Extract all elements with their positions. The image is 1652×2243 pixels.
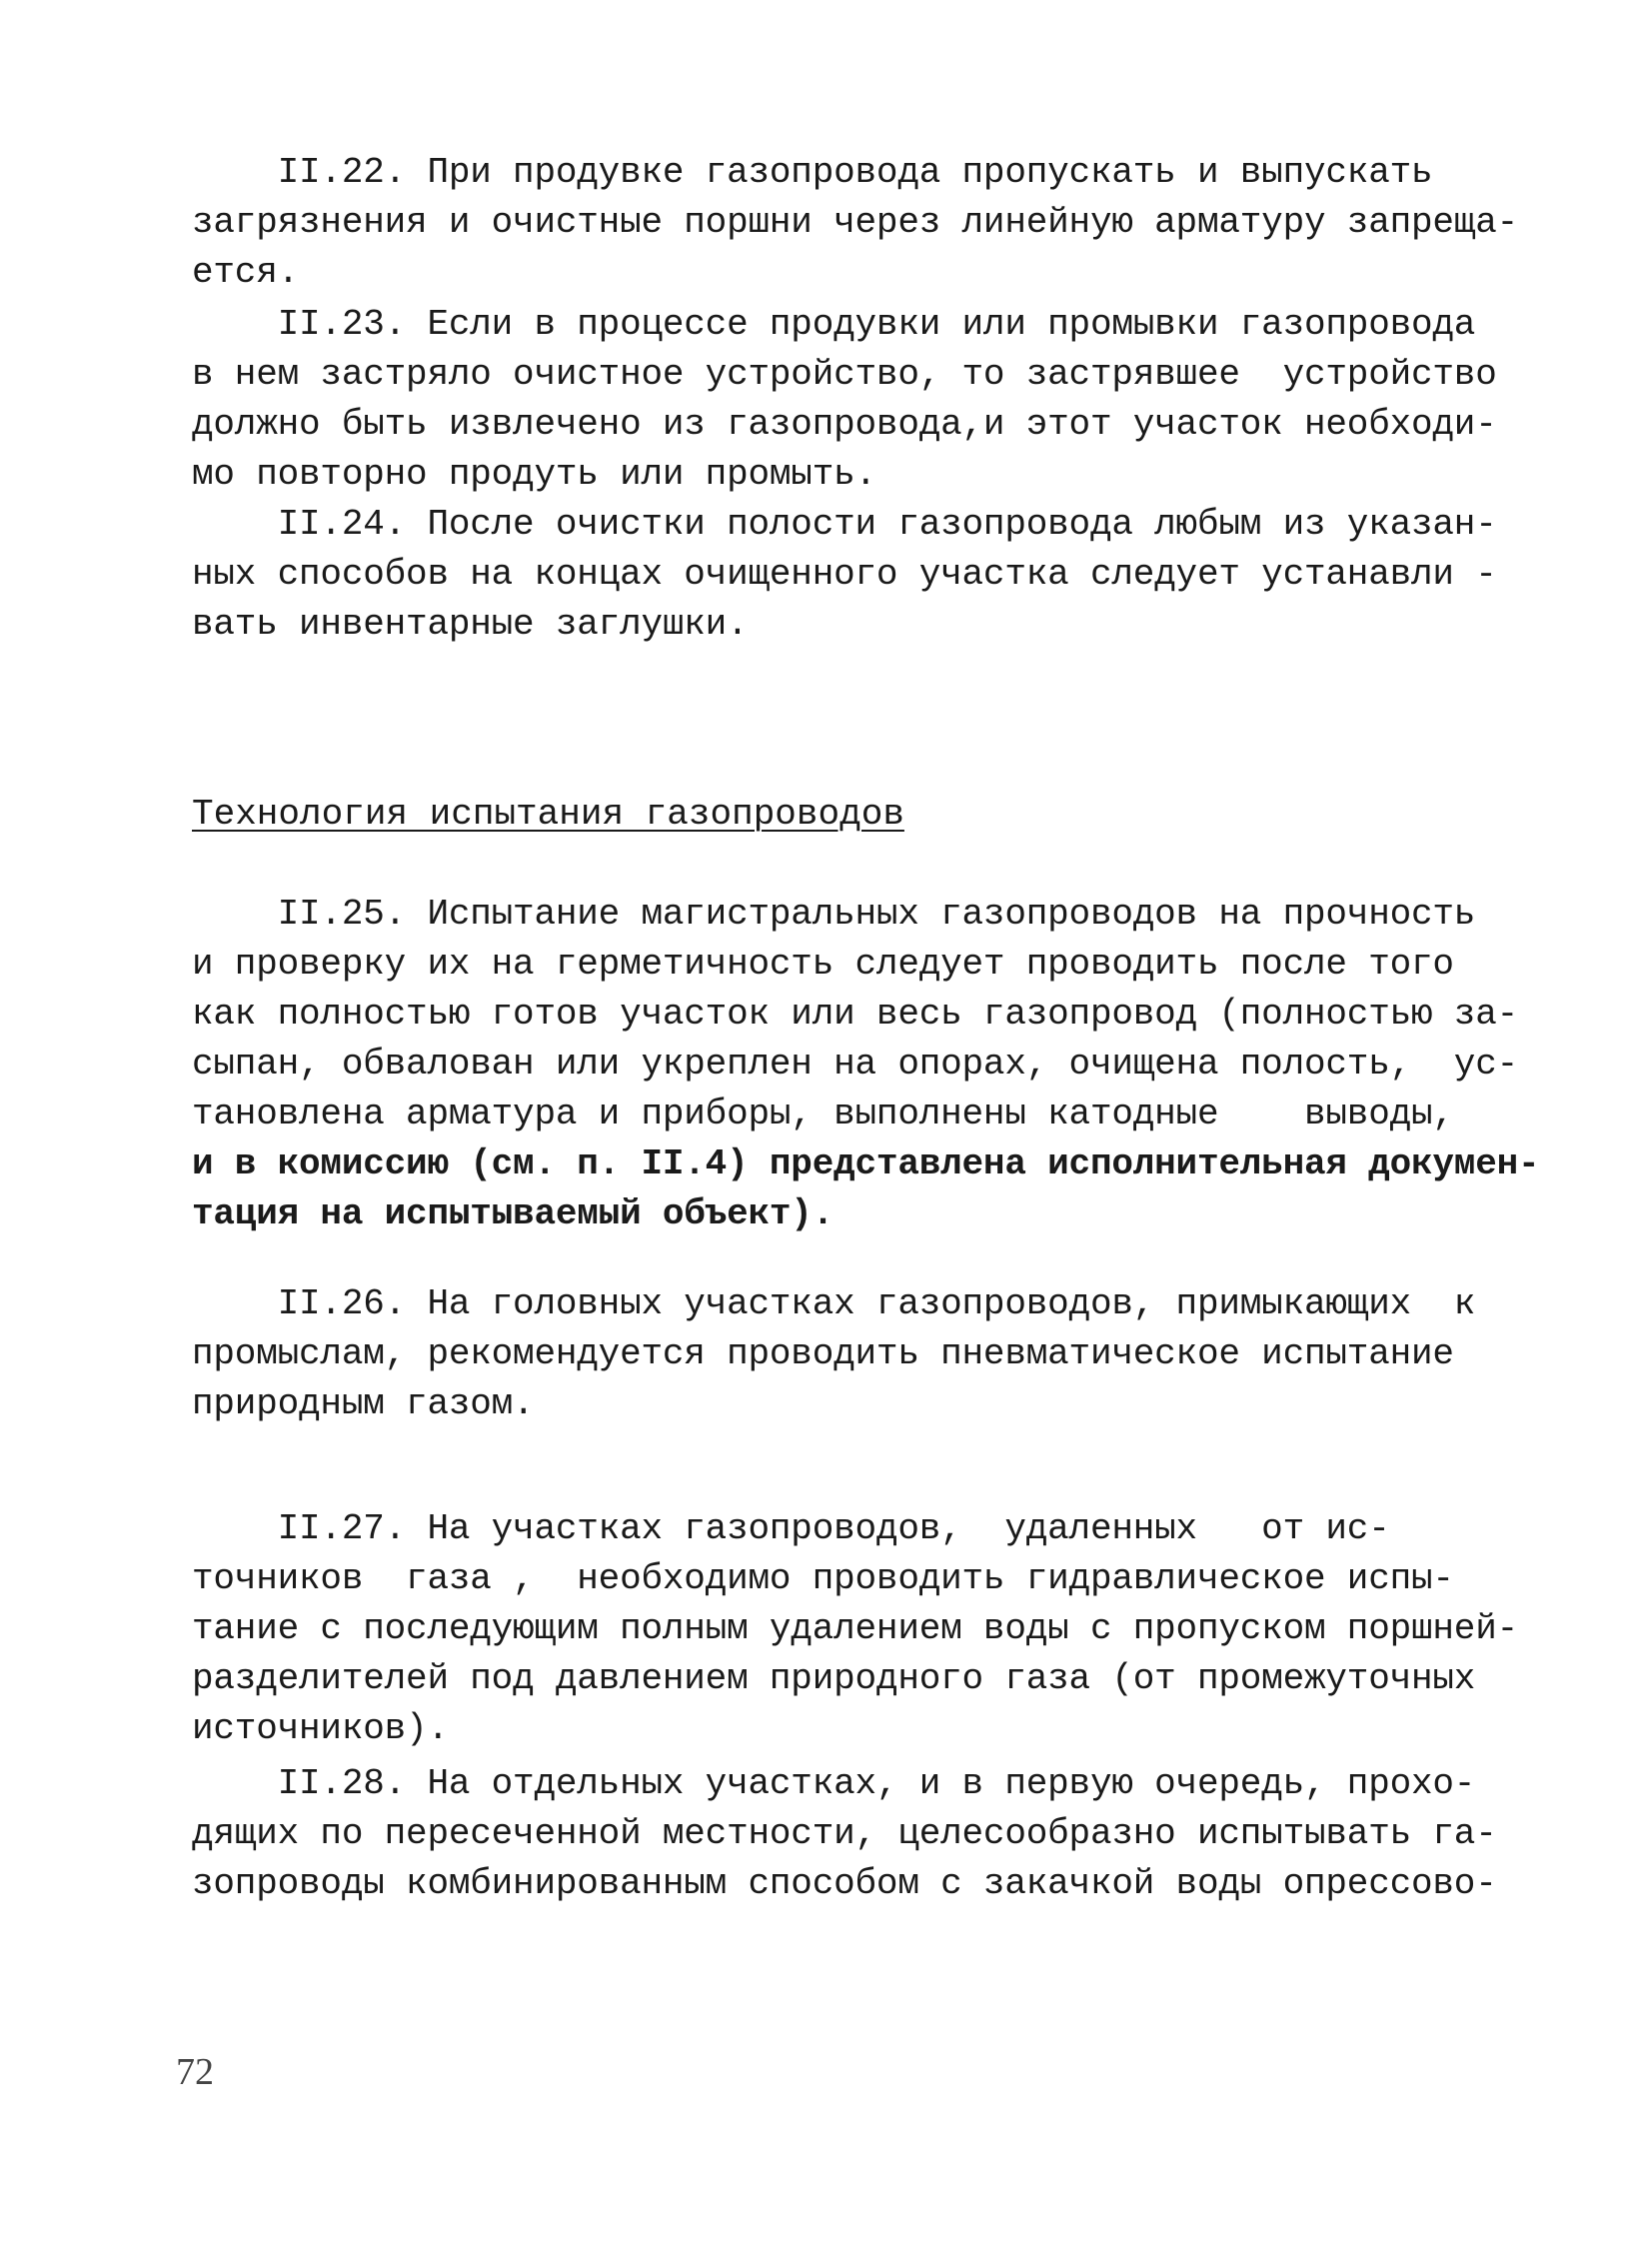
text-line: тация на испытываемый объект). — [192, 1193, 834, 1234]
text-line: и в комиссию (см. п. II.4) представлена исполнительная докумен- — [192, 1143, 1540, 1184]
text-line: должно быть извлечено из газопровода,и этот участок необходи- — [192, 404, 1497, 445]
text-line: II.27. На участках газопроводов, удаленных от ис- — [192, 1508, 1390, 1549]
text-line: ных способов на концах очищенного участка следует устанавли - — [192, 554, 1497, 595]
text-line: источников). — [192, 1708, 449, 1749]
text-line: II.26. На головных участках газопроводов, примыкающих к — [192, 1283, 1476, 1324]
text-line: дящих по пересеченной местности, целесообразно испытывать га- — [192, 1813, 1497, 1854]
text-line: II.28. На отдельных участках, и в первую очередь, прохо- — [192, 1763, 1476, 1804]
text-line: мо повторно продуть или промыть. — [192, 454, 876, 495]
text-line: природным газом. — [192, 1383, 535, 1424]
text-line: ется. — [192, 252, 300, 293]
text-line: вать инвентарные заглушки. — [192, 604, 749, 645]
text-line: загрязнения и очистные поршни через линейную арматуру запреща- — [192, 202, 1519, 243]
text-line: II.24. После очистки полости газопровода любым из указан- — [192, 504, 1497, 545]
paragraph-11-27 — [192, 1504, 1519, 1754]
text-line: II.25. Испытание магистральных газопроводов на прочность — [192, 894, 1476, 935]
text-line: как полностью готов участок или весь газопровод (полностью за- — [192, 994, 1519, 1035]
text-line: промыслам, рекомендуется проводить пневматическое испытание — [192, 1333, 1454, 1374]
text-line: II.23. Если в процессе продувки или промывки газопровода — [192, 304, 1476, 345]
text-line: сыпан, обвалован или укреплен на опорах, очищена полость, ус- — [192, 1044, 1519, 1085]
page-number: 72 — [176, 2051, 214, 2093]
text-line: в нем застряло очистное устройство, то застрявшее устройство — [192, 354, 1497, 395]
text-line: II.22. При продувке газопровода пропускать и выпускать — [192, 152, 1433, 193]
paragraph-11-23 — [192, 300, 1497, 500]
paragraph-11-25 — [192, 890, 1540, 1239]
text-line: тание с последующим полным удалением воды с пропуском поршней- — [192, 1608, 1519, 1649]
paragraph-11-28 — [192, 1759, 1497, 1909]
paragraph-11-22 — [192, 148, 1519, 298]
text-line: разделителей под давлением природного газа (от промежуточных — [192, 1658, 1476, 1699]
paragraph-11-26 — [192, 1279, 1481, 1429]
text-line: зопроводы комбинированным способом с закачкой воды опрессово- — [192, 1863, 1497, 1904]
text-line: и проверку их на герметичность следует проводить после того — [192, 944, 1454, 985]
section-heading: Технология испытания газопроводов — [192, 794, 904, 835]
paragraph-11-24 — [192, 500, 1497, 650]
text-line: тановлена арматура и приборы, выполнены катодные выводы, — [192, 1094, 1454, 1134]
text-line: точников газа , необходимо проводить гидравлическое испы- — [192, 1558, 1454, 1599]
